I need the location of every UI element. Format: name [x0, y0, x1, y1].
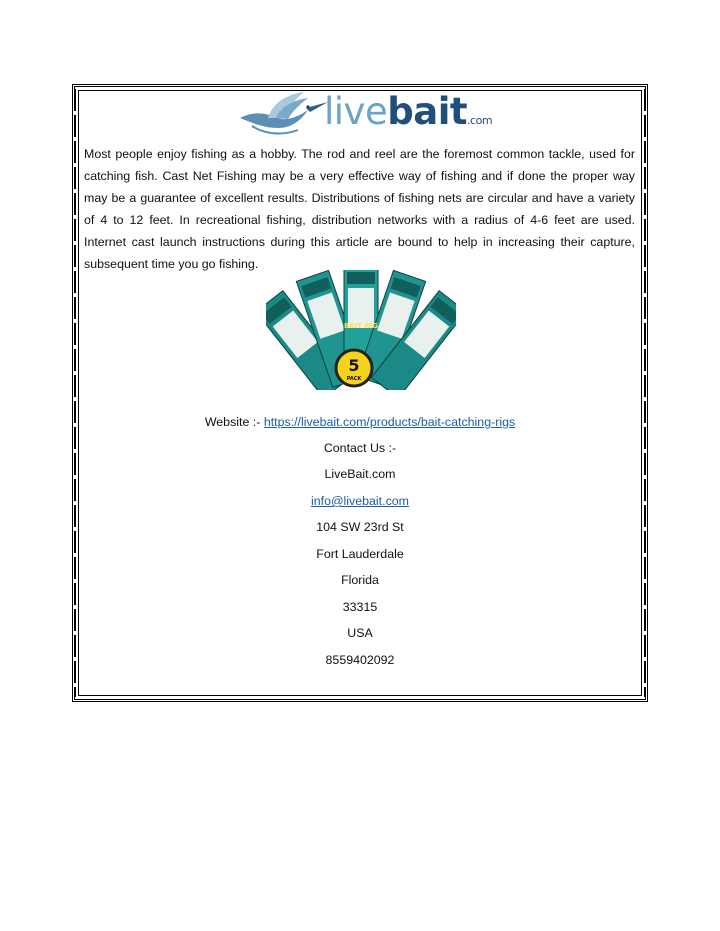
website-link[interactable]: https://livebait.com/products/bait-catching-rigs: [263, 415, 516, 429]
contact-zip: 33315: [342, 600, 378, 614]
logo-text-live: live: [324, 90, 388, 133]
logo-wordmark: [324, 92, 492, 141]
contact-city: Fort Lauderdale: [316, 547, 404, 561]
contact-country: USA: [347, 626, 373, 640]
contact-company: LiveBait.com: [324, 467, 396, 481]
logo-text-bait: bait: [387, 90, 468, 133]
contact-email-link[interactable]: info@livebait.com: [311, 494, 409, 508]
contact-phone: 8559402092: [325, 653, 395, 667]
bird-icon: [238, 88, 330, 140]
contact-street: 104 SW 23rd St: [316, 520, 404, 534]
website-line: [0, 414, 720, 430]
bait-rig-packs-graphic: [266, 270, 456, 390]
product-image: [266, 270, 456, 390]
pack-label: BAIT RIG: [343, 322, 379, 330]
website-label: Website :-: [204, 415, 264, 429]
badge-number: 5: [348, 356, 360, 375]
badge-sub: PACK: [346, 376, 362, 382]
livebait-logo: [238, 88, 493, 140]
contact-heading: Contact Us :-: [323, 441, 397, 455]
intro-paragraph: Most people enjoy fishing as a hobby. The rod and reel are the foremost common tackle, used for catching fish. Cast Net Fishing may be a very effective way of fishing and if done the proper way may be a guarantee of excellent results. Distributions of fishing nets are circular and have a variety of 4 to 12 feet. In recreational fishing, distribution networks with a radius of 4-6 feet are used. Internet cast launch instructions during this article are bound to help in increasing their capture, subsequent time you go fishing.: [84, 147, 635, 271]
contact-email-line: [0, 493, 720, 509]
logo-text-suffix: .com: [467, 114, 493, 127]
contact-state: Florida: [341, 573, 379, 587]
